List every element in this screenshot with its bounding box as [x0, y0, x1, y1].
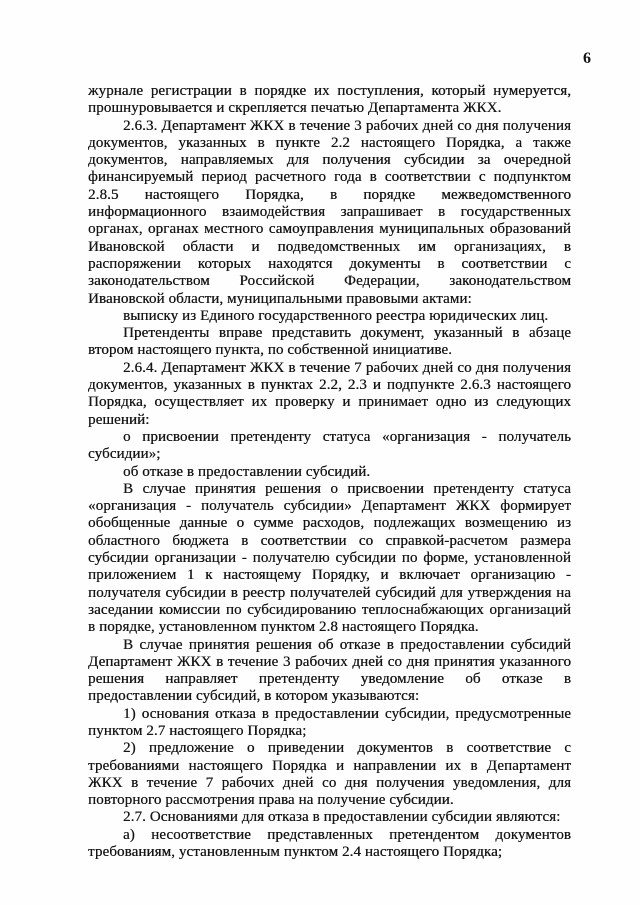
paragraph: 2.7. Основаниями для отказа в предоставлении субсидии являются: [123, 809, 561, 826]
paragraph: В случае принятия решения о присвоении претенденту статуса «организация - получатель субсидии» Департамент ЖКХ формирует обобщенные данные о сумме расходов, подлежащих возмещению из областного бюджета в соответствии со справкой-расчетом размера субсидии организации - получателю субсидии по форме, установленной приложением 1 к настоящему Порядку, и включает организацию - получателя субсидии в реестр получателей субсидий для утверждения на заседании комиссии по субсидированию теплоснабжающих организаций в порядке, установленном пунктом 2.8 настоящего Порядка. [88, 480, 571, 636]
paragraph: журнале регистрации в порядке их поступления, который нумеруется, прошнуровывается и скрепляется печатью Департамента ЖКХ. [88, 83, 571, 117]
paragraph: а) несоответствие представленных претендентом документов требованиям, установленным пунктом 2.4 настоящего Порядка; [88, 826, 571, 861]
paragraph: В случае принятия решения об отказе в предоставлении субсидий Департамент ЖКХ в течение 3 рабочих дней со дня принятия указанного решения направляет претенденту уведомление об отказе в предоставлении субсидий, в котором указываются: [88, 636, 571, 705]
document-body [88, 83, 571, 861]
paragraph: 2.6.4. Департамент ЖКХ в течение 7 рабочих дней со дня получения документов, указанных в пунктах 2.2, 2.3 и подпункте 2.6.3 настоящего Порядка, осуществляет их проверку и принимает одно из следующих решений: [88, 359, 571, 428]
paragraph: об отказе в предоставлении субсидий. [123, 463, 371, 480]
paragraph: 2.6.3. Департамент ЖКХ в течение 3 рабочих дней со дня получения документов, указанных в пункте 2.2 настоящего Порядка, а также документов, направляемых для получения субсидии за очередной финансируемый период расчетного года в соответствии с подпунктом 2.8.5 настоящего Порядка, в порядке межведомственного информационного взаимодействия запрашивает в государственных органах, органах местного самоуправления муниципальных образований Ивановской области и подведомственных им организациях, в распоряжении которых находятся документы в соответствии с законодательством Российской Федерации, законодательством Ивановской области, муниципальными правовыми актами: [88, 117, 571, 307]
paragraph: Претенденты вправе представить документ, указанный в абзаце втором настоящего пункта, по собственной инициативе. [88, 325, 571, 359]
page-number: 6 [583, 50, 591, 67]
paragraph: выписку из Единого государственного реестра юридических лиц. [123, 307, 549, 324]
paragraph: 1) основания отказа в предоставлении субсидии, предусмотренные пунктом 2.7 настоящего Порядка; [88, 705, 571, 739]
paragraph: 2) предложение о приведении документов в соответствие с требованиями настоящего Порядка и направлении их в Департамент ЖКХ в течение 7 рабочих дней со дня получения уведомления, для повторного рассмотрения права на получение субсидии. [88, 740, 571, 809]
paragraph: о присвоении претенденту статуса «организация - получатель субсидии»; [88, 428, 571, 463]
